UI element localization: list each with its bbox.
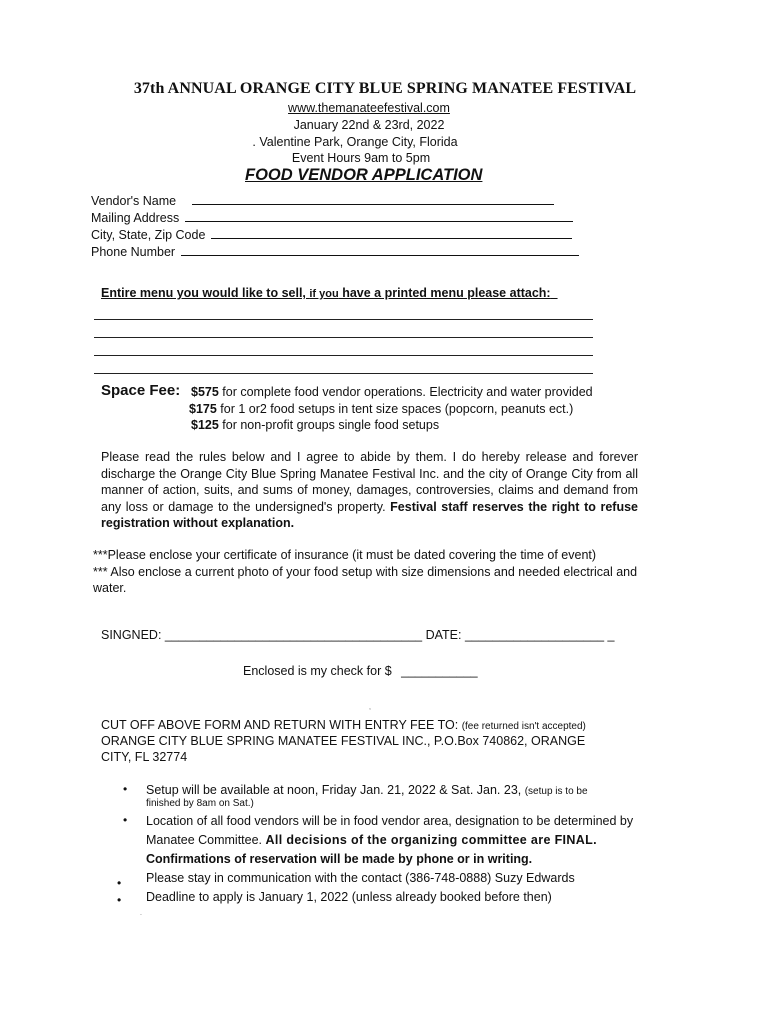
fee-complete: $575 for complete food vendor operations. Electricity and water provided xyxy=(191,385,593,399)
rule-contact: Please stay in communication with the contact (386-748-0888) Suzy Edwards xyxy=(146,871,575,885)
rule-confirmation: Confirmations of reservation will be made by phone or in writing. xyxy=(146,852,533,866)
phone-number-label: Phone Number xyxy=(91,245,176,259)
signed-label: SINGNED: xyxy=(101,628,165,642)
return-instructions: CUT OFF ABOVE FORM AND RETURN WITH ENTRY FEE TO: (fee returned isn't accepted) xyxy=(101,718,586,732)
return-address-2: CITY, FL 32774 xyxy=(101,750,188,764)
website-link[interactable] xyxy=(0,101,738,115)
date-field[interactable]: ____________________ _ xyxy=(464,628,615,642)
phone-number-field[interactable] xyxy=(181,244,579,256)
signature-row xyxy=(101,628,614,642)
city-state-zip-field[interactable] xyxy=(211,227,572,239)
menu-line-1[interactable] xyxy=(94,319,593,320)
page-title: 37th ANNUAL ORANGE CITY BLUE SPRING MANATEE FESTIVAL xyxy=(133,80,637,97)
event-location: . Valentine Park, Orange City, Florida xyxy=(252,135,458,149)
rule-location-cont: Manatee Committee. All decisions of the organizing committee are FINAL. xyxy=(146,833,597,847)
check-amount-field[interactable]: ___________ xyxy=(401,664,478,678)
check-label: Enclosed is my check for $ xyxy=(243,664,396,678)
website-text: www.themanateefestival.com xyxy=(288,101,450,115)
rule-setup-cont: finished by 8am on Sat.) xyxy=(146,798,254,809)
return-address-1: ORANGE CITY BLUE SPRING MANATEE FESTIVAL INC., P.O.Box 740862, ORANGE xyxy=(101,734,586,748)
event-hours: Event Hours 9am to 5pm xyxy=(291,151,431,165)
menu-prompt: Entire menu you would like to sell, if you have a printed menu please attach: xyxy=(101,286,551,300)
bullet-icon: • xyxy=(123,782,128,796)
space-fee-label: Space Fee: xyxy=(101,382,181,399)
insurance-note: ***Please enclose your certificate of insurance (it must be dated covering the time of event) xyxy=(93,548,597,562)
bullet-icon: • xyxy=(123,813,128,827)
vendor-name-label: Vendor's Name xyxy=(91,194,177,208)
event-dates: January 22nd & 23rd, 2022 xyxy=(293,118,445,132)
rule-location: Location of all food vendors will be in food vendor area, designation to be determined by xyxy=(146,814,634,828)
check-row xyxy=(243,664,478,678)
signature-field[interactable]: _____________________________________ xyxy=(164,628,423,642)
phone-number-row xyxy=(91,244,579,259)
photo-note-cont: water. xyxy=(93,581,127,595)
fee-tent: $175 for 1 or2 food setups in tent size spaces (popcorn, peanuts ect.) xyxy=(189,402,574,416)
bullet-icon: • xyxy=(117,876,122,890)
photo-note: *** Also enclose a current photo of your food setup with size dimensions and needed electrical and xyxy=(93,565,638,579)
mailing-address-field[interactable] xyxy=(185,210,573,222)
rule-deadline: Deadline to apply is January 1, 2022 (unless already booked before then) xyxy=(146,890,552,904)
date-label: DATE: xyxy=(422,628,465,642)
mailing-address-row xyxy=(91,210,573,225)
mailing-address-label: Mailing Address xyxy=(91,211,180,225)
vendor-name-row xyxy=(91,193,554,208)
end-mark: . xyxy=(140,910,142,917)
vendor-name-field[interactable] xyxy=(192,193,554,205)
release-paragraph: Please read the rules below and I agree to abide by them. I do hereby release and forever discharge the Orange City Blue Spring Manatee Festival Inc. and the city of Orange City from all manner of action, suits, and sums of money, damages, controversies, claims and demand from any loss or damage to the undersigned's property. Festival staff reserves the right to refuse registration without explanation. xyxy=(101,450,638,531)
stray-mark: , xyxy=(369,704,371,711)
rule-setup: Setup will be available at noon, Friday Jan. 21, 2022 & Sat. Jan. 23, (setup is to be xyxy=(146,783,588,797)
menu-line-3[interactable] xyxy=(94,355,593,356)
bullet-icon: • xyxy=(117,893,122,907)
city-state-zip-row xyxy=(91,227,572,242)
menu-line-4[interactable] xyxy=(94,373,593,374)
menu-line-2[interactable] xyxy=(94,337,593,338)
city-state-zip-label: City, State, Zip Code xyxy=(91,228,206,242)
fee-nonprofit: $125 for non-profit groups single food setups xyxy=(191,418,440,432)
application-title: FOOD VENDOR APPLICATION xyxy=(245,166,483,184)
